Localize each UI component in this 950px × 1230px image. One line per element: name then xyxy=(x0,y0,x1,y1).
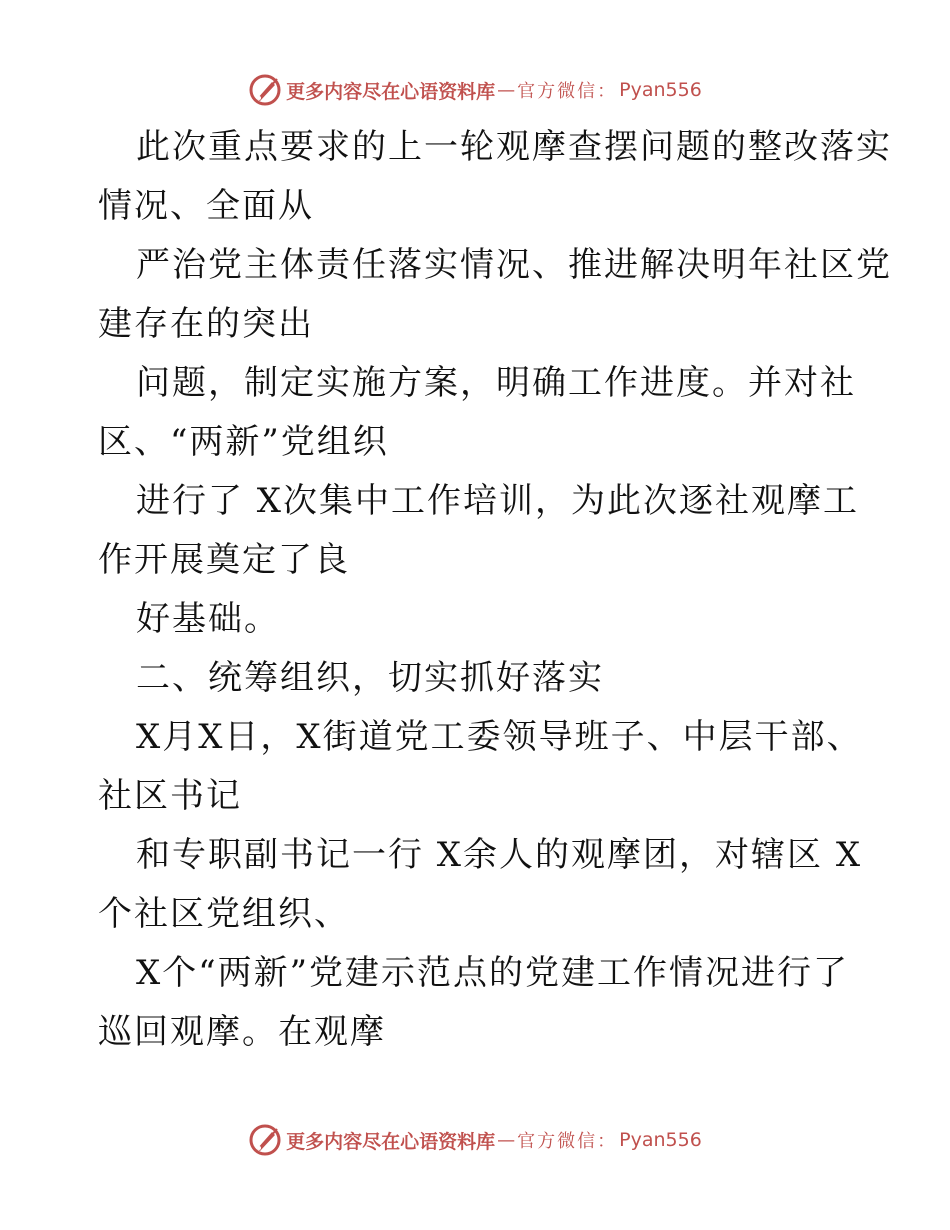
text-line: 进行了 X次集中工作培训，为此次逐社观摩工 xyxy=(136,481,860,521)
text-line: 情况、全面从 xyxy=(98,186,314,226)
watermark-wechat-label: 官方微信： xyxy=(517,1131,618,1152)
watermark-wechat-handle: Pyan556 xyxy=(619,1129,702,1151)
watermark-separator: — xyxy=(497,79,516,101)
header-watermark xyxy=(0,70,950,110)
watermark-separator: — xyxy=(497,1129,516,1151)
quill-logo-icon xyxy=(248,1123,282,1157)
footer-watermark xyxy=(0,1120,950,1160)
text-line: X月X日，X街道党工委领导班子、中层干部、 xyxy=(136,717,863,757)
text-line: 问题，制定实施方案，明确工作进度。并对社 xyxy=(136,363,856,403)
text-line: 建存在的突出 xyxy=(98,304,314,344)
text-line: 区、“两新”党组织 xyxy=(98,422,389,462)
text-line: 作开展奠定了良 xyxy=(98,540,350,580)
quill-logo-icon xyxy=(248,73,282,107)
text-line: 巡回观摩。在观摩 xyxy=(98,1012,386,1052)
text-line: 严治党主体责任落实情况、推进解决明年社区党 xyxy=(136,245,892,285)
text-line: 此次重点要求的上一轮观摩查摆问题的整改落实 xyxy=(136,127,892,167)
watermark-brand-text: 更多内容尽在心语资料库 xyxy=(286,80,496,103)
text-line: 社区书记 xyxy=(98,776,242,816)
text-line: 个社区党组织、 xyxy=(98,894,350,934)
watermark-brand-text: 更多内容尽在心语资料库 xyxy=(286,1130,496,1153)
text-line: 好基础。 xyxy=(136,599,280,639)
section-heading: 二、统筹组织，切实抓好落实 xyxy=(136,658,604,698)
text-line: X个“两新”党建示范点的党建工作情况进行了 xyxy=(136,953,849,993)
watermark-wechat-label: 官方微信： xyxy=(517,81,618,102)
document-body xyxy=(98,118,892,1062)
watermark-wechat-handle: Pyan556 xyxy=(619,79,702,101)
text-line: 和专职副书记一行 X余人的观摩团，对辖区 X xyxy=(136,835,863,875)
